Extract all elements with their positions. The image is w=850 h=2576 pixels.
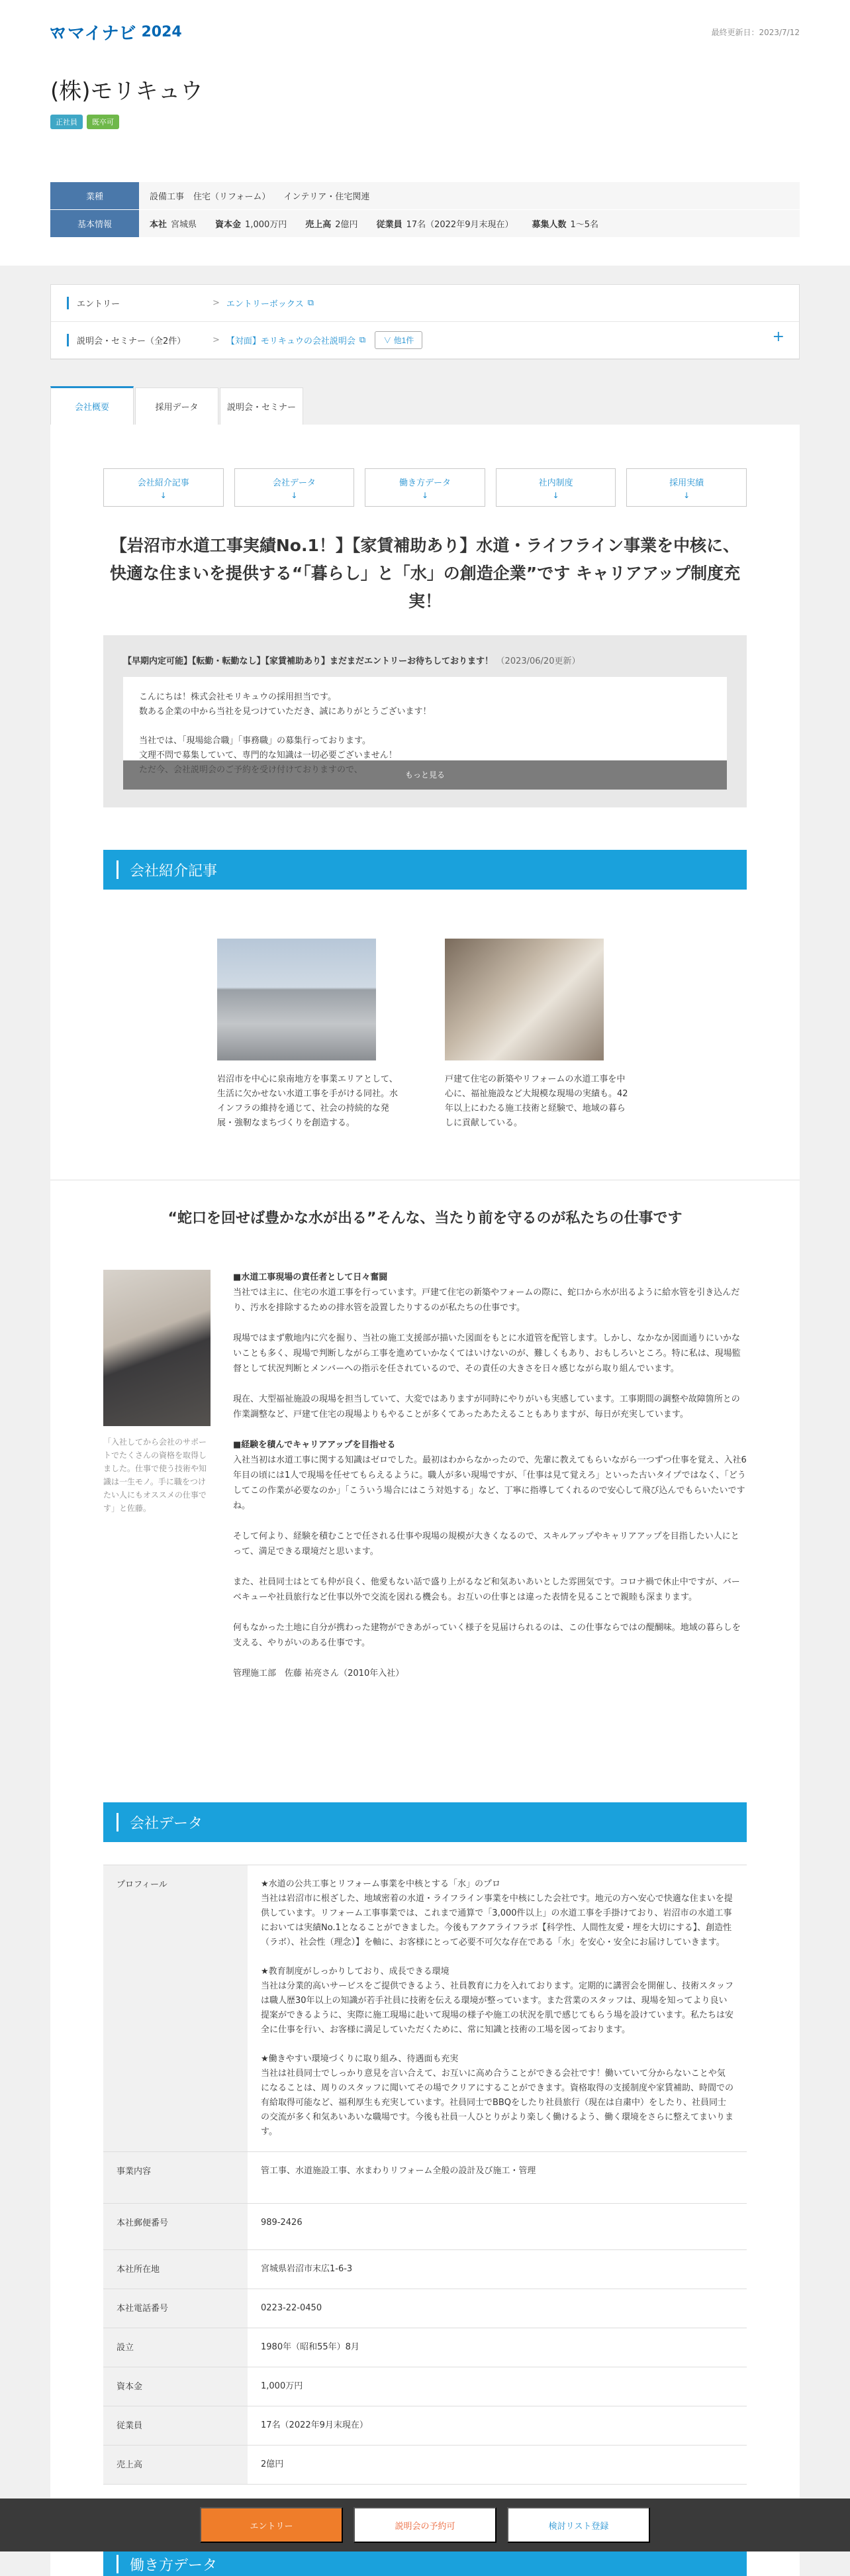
data-row: 本社郵便番号 989-2426 [103, 2204, 747, 2250]
photo-caption: 「入社してから会社のサポートでたくさんの資格を取得しました。仕事で使う技術や知識は一生モノ。手に職をつけたい人にもオススメの仕事です」と佐藤。 [103, 1437, 207, 1513]
chevron-down-icon: ∨ [383, 336, 394, 345]
notice-body: こんにちは！株式会社モリキュウの採用担当です。 数ある企業の中から当社を見つけていただき、誠にありがとうございます！ 当社では、「現場総合職」「事務職」の募集行っております。 文理不問で募集していて、専門的な知識は一切必要ございません！ もっと見る [123, 677, 727, 790]
company-title-area [0, 64, 850, 129]
main-content [50, 425, 800, 2576]
story [103, 1270, 747, 1696]
capital-value: 1,000万円 [245, 220, 287, 230]
page-tabs [50, 386, 800, 425]
sales-value: 2億円 [335, 220, 358, 230]
section-heading-company-data: 会社データ [103, 1802, 747, 1842]
seminar-reserve-button[interactable]: 説明会の予約可 [354, 2507, 496, 2543]
anchor-company-data[interactable]: 会社データ ↓ [234, 468, 355, 507]
seminar-row [51, 322, 799, 359]
recruit-value: 1〜5名 [570, 220, 599, 230]
capital-label: 資本金 [215, 220, 242, 230]
anchor-nav [103, 425, 747, 507]
data-row: 本社電話番号 0223-22-0450 [103, 2289, 747, 2328]
sticky-footer-bar [0, 2499, 850, 2551]
industry-value: 住宅（リフォーム） [193, 192, 271, 202]
arrow-down-icon: ↓ [683, 490, 690, 500]
anchor-system[interactable]: 社内制度 ↓ [496, 468, 616, 507]
tab-seminar[interactable]: 説明会・セミナー [220, 387, 303, 425]
industry-value: インテリア・住宅関連 [283, 192, 370, 202]
article-photo [217, 939, 376, 1060]
section-heading-intro: 会社紹介記事 [103, 850, 747, 890]
more-seminars-button[interactable]: ∨ 他1件 [375, 331, 422, 349]
hq-label: 本社 [150, 220, 167, 230]
basic-info-table [50, 182, 800, 238]
data-row: 売上高 2億円 [103, 2446, 747, 2485]
external-link-icon: ⧉ [307, 298, 314, 308]
story-body: ■水道工事現場の責任者として日々奮闘 当社では主に、住宅の水道工事を行っています。戸建て住宅の新築やフォームの際に、蛇口から水が出るように給水管を引き込んだり、汚水を排除するための排水管を設置したりするのが私たちの仕事です。 現場ではまず敷地内に穴を掘り、当社の施工支援部が描いた図面をもとに水道管を配管します。しかし、なかなか図面通りにいかないことも多く、現場で判断しながら工事を進めていかなくてはいけないのが、難しくもあり、おもしろいところ。特に私は、現場監督として状況判断とメンバーへの指示を任されているので、その責任の大きさを日々感じながら取り組んでいます。 現在、大型福祉施設の現場を担当していて、大変ではありますが同時にやりがいも実感しています。工事期間の調整や故障箇所との作業調整など、戸建て住宅の現場よりもやることが多くてあったあたえることもありますが、毎日が充実しています。 ■経験を積んでキャリアアップを目指せる 入社当初は水道工事に関する知識はゼロでした。最初はわからなかったので、先輩に教えてもらいながら一つずつ仕事を覚え、入社6年目の頃には1人で現場を任せてもらえるように。職人が多い現場ですが、「仕事は見て覚えろ」といった古いタイプではなく、「どうしてこの作業が必要なのか」「こういう場合にはこう対処する」など、丁寧に指導してくれるので安心して飛び込んでもらいたいですね。 そして何より、経験を積むことで任される仕事や現場の規模が大きくなるので、スキルアップやキャリアアップを目指したい人にとって、満足できる環境だと思います。 また、社員同士はとても仲が良く、他愛もない話で盛り上がるなど和気あいあいとした雰囲気です。コロナ禍で休止中ですが、バーベキューや社員旅行など仕事以外で交流を図れる機会も。お互いの仕事とは違った表情を見ることで親睦も深まります。 何もなかった土地に自分が携わった建物ができあがっていく様子を見届けられるのは、この仕事ならではの醍醐味。地域の暮らしを支える、やりがいのある仕事です。 管理施工部 佐藤 祐亮さん（2010年入社） [233, 1272, 747, 1678]
employee-photo [103, 1270, 211, 1426]
data-row: プロフィール ★水道の公共工事とリフォーム事業を中核とする「水」のプロ 当社は岩沼市に根ざした、地域密着の水道・ライフライン事業を中核にした会社です。地元の方へ安心で快適な住まいを提供しています。リフォーム工事事業では、これまで通算で「3,000件以上」の水道工事を手掛けており、岩沼市の水道工事においては実績No.1となることができました。今後もアクアライフラボ【科学性、人間性友愛・埋を大切にする】、創造性（ラボ）、社会性（理念）】を軸に、お客様にとって必要不可欠な存在である「水」を安心・安全にお届けしていきます。 ★教育制度がしっかりしており、成長できる環境 当社は分業的高いサービスをご提供できるよう、社員教育に力を入れております。定期的に講習会を開催し、技術スタッフは職人歴30年以上の知識が若手社員に技術を伝える環境が整っています。また営業のスタッフは、現場を知ってより良い提案ができるように、実際に施工現場に赴いて現場の様子や施工の状況を肌で感じてもらう場を設けています。私たちは安全に仕事を行い、お客様に満足していただくために、常に知識と技術の工場を図っております。 ★働きやすい環境づくりに取り組み、待遇面も充実 当社は社員同士でしっかり意見を言い合えて、お互いに高め合うことができる会社です！働いていて分からないことや気になることは、周りのスタッフに聞いてその場でクリアにすることができます。資格取得の支援制度や家賃補助、時間での有給取得可能など、福利厚生も充実しています。社員同士でBBQをしたり社員旅行（現在は自粛中）をしたり、社員同士の交流が多く和気あいあいな職場です。今後も社員一人ひとりがより楽しく働けるよう、働く環境をさらに整えてまいります。 [103, 1865, 747, 2152]
expand-plus-icon[interactable]: + [772, 329, 784, 345]
seminar-label: 説明会・セミナー（全2件） [67, 334, 212, 346]
tag-fulltime: 正社員 [50, 115, 83, 129]
site-header [0, 0, 850, 64]
seminar-link[interactable]: > 【対面】モリキュウの会社説明会 ⧉ [212, 334, 365, 346]
tab-recruit-data[interactable]: 採用データ [135, 387, 218, 425]
data-row: 本社所在地 宮城県岩沼市末広1-6-3 [103, 2250, 747, 2289]
notice-box [103, 635, 747, 807]
notice-title: 【早期内定可能】【転勤・転勤なし】【家賃補助あり】まだまだエントリーお待ちしております！ （2023/06/20更新） [123, 656, 581, 666]
employees-label: 従業員 [376, 220, 402, 230]
employees-value: 17名（2022年9月末現在） [406, 220, 514, 230]
article-photo [445, 939, 604, 1060]
article-card[interactable] [217, 939, 405, 1131]
industry-value: 設備工事 [150, 192, 185, 202]
notice-date: （2023/06/20更新） [496, 656, 581, 666]
company-tags [50, 115, 800, 129]
add-to-list-button[interactable]: 検討リスト登録 [507, 2507, 650, 2543]
external-link-icon: ⧉ [359, 335, 366, 345]
entry-row [51, 285, 799, 322]
company-data-table [103, 1865, 747, 2485]
logo-text: マイナビ [68, 23, 136, 44]
basic-info-row [50, 210, 800, 238]
mynavi-logo[interactable] [50, 20, 182, 44]
anchor-intro[interactable]: 会社紹介記事 ↓ [103, 468, 224, 507]
anchor-workstyle[interactable]: 働き方データ ↓ [365, 468, 485, 507]
company-name: (株)モリキュウ [50, 78, 203, 105]
article-card[interactable] [445, 939, 633, 1131]
sales-label: 売上高 [305, 220, 332, 230]
article-text: 岩沼市を中心に泉南地方を事業エリアとして、生活に欠かせない水道工事を手がける同社。水インフラの維持を通じて、社会の持続的な発展・強靭なまちづくりを創造する。 [217, 1074, 399, 1128]
last-updated: 最終更新日：2023/7/12 [711, 27, 800, 37]
basic-info-label: 基本情報 [50, 210, 139, 237]
section-heading-workstyle: 働き方データ [103, 2544, 747, 2576]
tag-graduate: 既卒可 [87, 115, 119, 129]
data-row: 事業内容 管工事、水道施設工事、水まわりリフォーム全般の設計及び施工・管理 [103, 2152, 747, 2204]
story-title: “蛇口を回せば豊かな水が出る”そんな、当たり前を守るのが私たちの仕事です [167, 1210, 683, 1227]
logo-year: 2024 [141, 23, 182, 40]
data-row: 設立 1980年（昭和55年）8月 [103, 2328, 747, 2367]
tab-overview[interactable]: 会社概要 [50, 386, 134, 425]
logo-mark-icon: ﾏﾏ [50, 23, 63, 44]
article-text: 戸建て住宅の新築やリフォームの水道工事を中心に、福祉施設など大規模な現場の実績も。42年以上にわたる施工技術と経験で、地域の暮らしに貢献している。 [445, 1074, 628, 1128]
data-row: 従業員 17名（2022年9月末現在） [103, 2406, 747, 2446]
arrow-down-icon: ↓ [160, 490, 167, 500]
entry-button[interactable]: エントリー [200, 2507, 343, 2543]
industry-label: 業種 [50, 182, 139, 209]
anchor-results[interactable]: 採用実績 ↓ [626, 468, 747, 507]
hq-value: 宮城県 [171, 220, 197, 230]
data-row: 資本金 1,000万円 [103, 2367, 747, 2406]
arrow-down-icon: ↓ [421, 490, 429, 500]
catch-copy: 【岩沼市水道工事実績No.1！】【家賃補助あり】水道・ライフライン事業を中核に、快適な住まいを提供する“「暮らし」と「水」の創造企業”です キャリアアップ制度充実！ [109, 536, 741, 611]
arrow-down-icon: ↓ [291, 490, 298, 500]
industry-row [50, 182, 800, 210]
arrow-down-icon: ↓ [552, 490, 559, 500]
entry-band [0, 266, 850, 2576]
entry-box-link[interactable]: > エントリーボックス ⧉ [212, 297, 314, 309]
recruit-label: 募集人数 [532, 220, 567, 230]
intro-articles [103, 939, 747, 1131]
entry-box [50, 284, 800, 360]
entry-label: エントリー [67, 297, 212, 309]
show-more-button[interactable]: もっと見る [123, 760, 727, 790]
